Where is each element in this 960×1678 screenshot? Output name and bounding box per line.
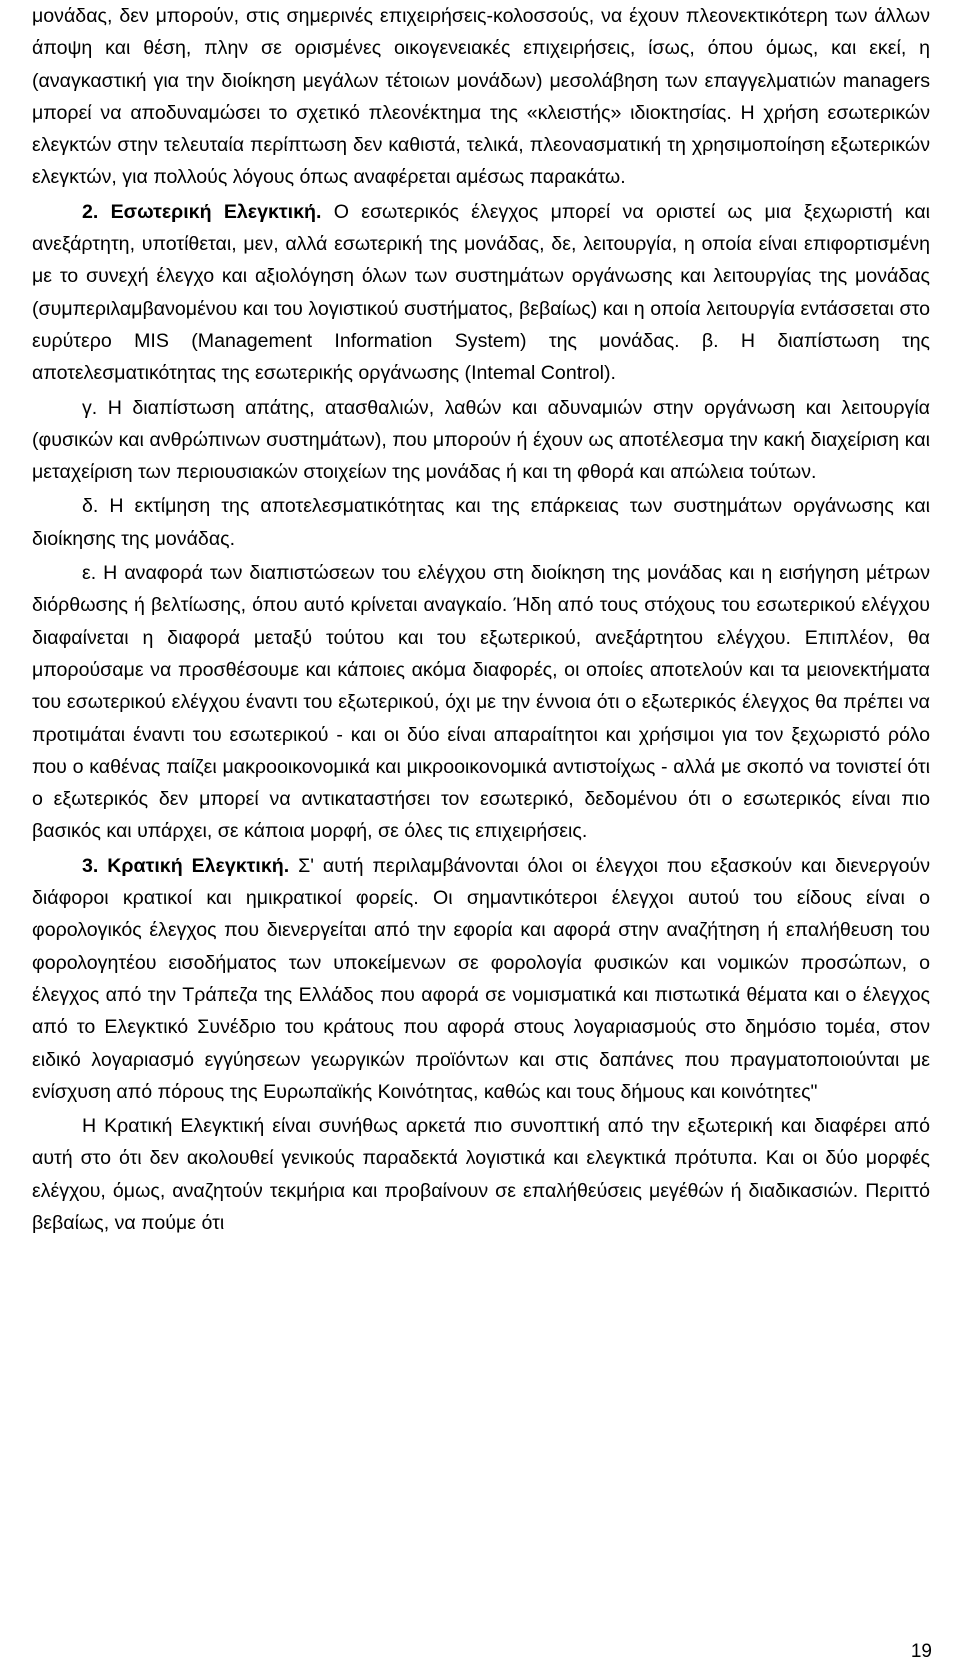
section-2-heading: 2. Εσωτερική Ελεγκτική. bbox=[82, 200, 322, 223]
item-epsilon-paragraph: ε. Η αναφορά των διαπιστώσεων του ελέγχου στη διοίκηση της μονάδας και η εισήγηση μέτρων διόρθωσης ή βελτίωσης, όπου αυτό κρίνεται αναγκαίο. Ήδη από τους στόχους του εσωτερικού ελέγχου διαφαίνεται η διαφορά μεταξύ τούτου και του εξωτερικού, ανεξάρτητου ελέγχου. Επιπλέον, θα μπορούσαμε να προσθέσουμε και κάποιες ακόμα διαφορές, οι οποίες αποτελούν και τα μειονεκτήματα του εσωτερικού ελέγχου έναντι του εξωτερικού, όχι με την έννοια ότι ο εξωτερικός έλεγχος θα πρέπει να προτιμάται έναντι του εσωτερικού - και οι δύο είναι απαραίτητοι και χρήσιμοι για τον ξεχωριστό ρόλο που ο καθένας παίζει μακροοικονομικά και μικροοικονομικά αντιστοίχως - αλλά με σκοπό να τονιστεί ότι ο εξωτερικός δεν μπορεί να αντικαταστήσει τον εσωτερικό, δεδομένου ότι ο εσωτερικός είναι πιο βασικός και υπάρχει, σε κάποια μορφή, σε όλες τις επιχειρήσεις. bbox=[32, 562, 930, 843]
section-2-paragraph bbox=[32, 196, 930, 390]
page-number: 19 bbox=[910, 1641, 932, 1662]
intro-paragraph: μονάδας, δεν μπορούν, στις σημερινές επιχειρήσεις-κολοσσούς, να έχουν πλεονεκτικότερη των άλλων άποψη και θέση, πλην σε ορισμένες οικογενειακές επιχειρήσεις, ίσως, όπου όμως, και εκεί, η (αναγκαστική για την διοίκηση μεγάλων τέτοιων μονάδων) μεσολάβηση των επαγγελματιών managers μπορεί να αποδυναμώσει το σχετικό πλεονέκτημα της «κλειστής» ιδιοκτησίας. Η χρήση εσωτερικών ελεγκτών στην τελευταία περίπτωση δεν καθιστά, τελικά, πλεονασματική τη χρησιμοποίηση εξωτερικών ελεγκτών, για πολλούς λόγους όπως αναφέρεται αμέσως παρακάτω. bbox=[32, 5, 930, 189]
document-page bbox=[32, 0, 930, 1239]
section-3-text: Σ' αυτή περιλαμβάνονται όλοι οι έλεγχοι που εξασκούν και διενεργούν διάφοροι κρατικοί και ημικρατικοί φορείς. Οι σημαντικότεροι έλεγχοι αυτού του είδους είναι ο φορολογικός έλεγχος που διενεργείται από την εφορία και αφορά στην αναζήτηση ή επαλήθευση του φορολογητέου εισοδήματος των υποκείμενων σε φορολογία φυσικών και νομικών προσώπων, ο έλεγχος από την Τράπεζα της Ελλάδος που αφορά σε νομισματικά και πιστωτικά θέματα και ο έλεγχος από το Ελεγκτικό Συνέδριο του κράτους που αφορά στους λογαριασμούς στο δημόσιο τομέα, στον ειδικό λογαριασμό εγγύησεων γεωργικών προϊόντων και στις δαπάνες που πραγματοποιούνται με ενίσχυση από πόρους της Ευρωπαϊκής Κοινότητας, καθώς και τους δήμους και κοινότητες" bbox=[32, 854, 930, 1103]
item-delta-paragraph: δ. Η εκτίμηση της αποτελεσματικότητας και της επάρκειας των συστημάτων οργάνωσης και διοίκησης της μονάδας. bbox=[32, 495, 930, 550]
section-3-heading: 3. Κρατική Ελεγκτική. bbox=[82, 854, 290, 877]
section-3-paragraph bbox=[32, 850, 930, 1108]
section-2-text: Ο εσωτερικός έλεγχος μπορεί να οριστεί ως μια ξεχωριστή και ανεξάρτητη, υποτίθεται, μεν, αλλά εσωτερική της μονάδας, δε, λειτουργία, η οποία είναι επιφορτισμένη με το συνεχή έλεγχο και αξιολόγηση όλων των συστημάτων οργάνωσης και λειτουργίας της μονάδας (συμπεριλαμβανομένου και του λογιστικού συστήματος, βεβαίως) και η οποία λειτουργία εντάσσεται στο ευρύτερο MIS (Management Information System) της μονάδας. β. Η διαπίστωση της αποτελεσματικότητας της εσωτερικής οργάνωσης (Intemal Control). bbox=[32, 200, 930, 385]
item-gamma-paragraph: γ. Η διαπίστωση απάτης, ατασθαλιών, λαθών και αδυναμιών στην οργάνωση και λειτουργία (φυσικών και ανθρώπινων συστημάτων), που μπορούν ή έχουν ως αποτέλεσμα την κακή διαχείριση και μεταχείριση των περιουσιακών στοιχείων της μονάδας ή και τη φθορά και απώλεια τούτων. bbox=[32, 396, 930, 484]
final-paragraph: Η Κρατική Ελεγκτική είναι συνήθως αρκετά πιο συνοπτική από την εξωτερική και διαφέρει από αυτή στο ότι δεν ακολουθεί γενικούς παραδεκτά λογιστικά και ελεγκτικά πρότυπα. Και οι δύο μορφές ελέγχου, όμως, αναζητούν τεκμήρια και προβαίνουν σε επαλήθεύσεις μεγέθών ή διαδικασιών. Περιττό βεβαίως, να πούμε ότι bbox=[32, 1115, 930, 1234]
